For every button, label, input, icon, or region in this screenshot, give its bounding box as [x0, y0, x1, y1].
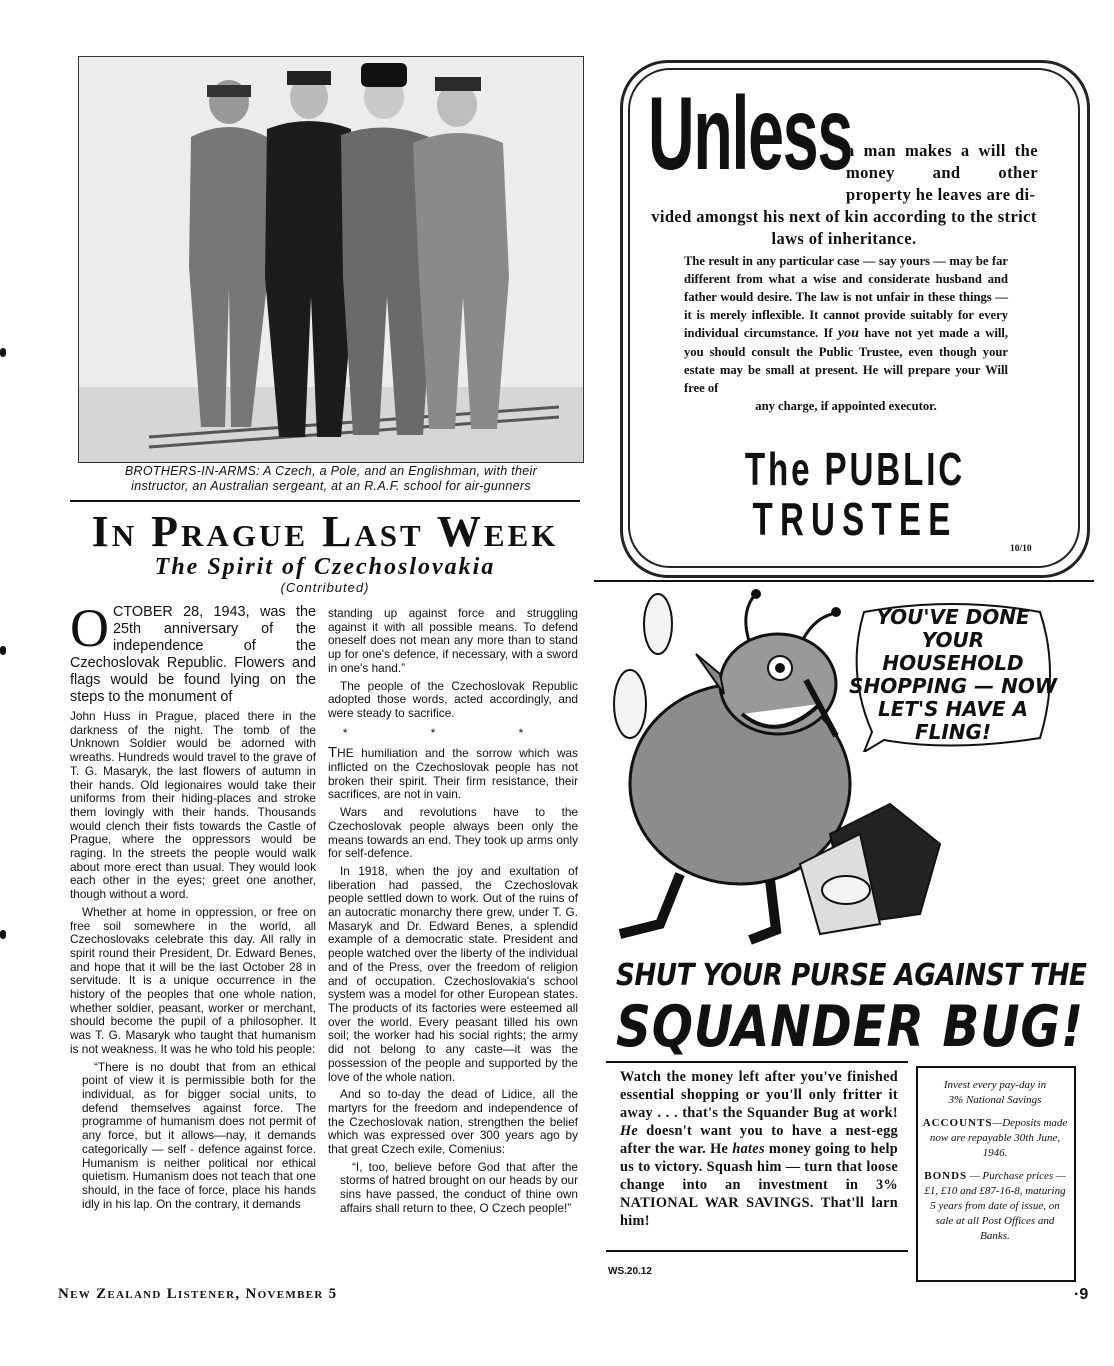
lead-paragraph — [70, 598, 316, 706]
accounts-text: —Deposits made now are repayable 30th June, 1946. — [929, 1117, 1068, 1159]
margin-mark — [0, 348, 6, 357]
ad-body-text: The result in any particular case — say yours — may be far different from what a wise and considerate husband and father would desire. The law is not unfair in these things — it is merely inflexible. It cannot provide suitably for every individual circumstance. If — [684, 254, 1008, 340]
initial-cap: T — [328, 744, 338, 762]
quotation-continued: standing up against force and struggling against it with all possible means. To defend oneself does not mean any more than to stand up for one's defence, if necessary, with a sword in one's hand.” — [328, 606, 578, 675]
divider — [606, 1250, 908, 1252]
article-headline: In Prague Last Week — [91, 507, 559, 556]
savings-line-2: 3% National Savings — [948, 1094, 1042, 1106]
ad-body-text: Watch the money left after you've finished essential shopping or you'll only fritter it away . . . that's the Squander Bug at work! — [620, 1069, 898, 1121]
divider — [594, 580, 1094, 582]
accounts-label: ACCOUNTS — [922, 1117, 993, 1129]
ad-body — [684, 252, 1008, 415]
ad-body-last-line: any charge, if appointed executor. — [755, 399, 937, 413]
publication-footer: New Zealand Listener, November 5 — [58, 1286, 338, 1302]
quotation: “There is no doubt that from an ethical point of view it is permissible both for the individual, as for bigger social units, to defend themselves against force. The programme of humanism does not permit of any force, but it allows—nay, it demands categorically — self - defence against force. Humanism is neither political nor ethical quietism. Humanism does not teach that one should, in the face of force, place his hands idly in his lap. On the contrary, it demands — [82, 1059, 316, 1211]
paragraph: Whether at home in oppression, or free on free soil somewhere in the world, all Czechoslovaks celebrate this day. All rally in spirit round their President, Dr. Edward Benes, and hope that it will be the last October 28 in servitude. It is a unique occurrence in the history of the peoples that one whole nation, whether soldier, peasant, worker or merchant, should become the pupil of a philosopher. It was T. G. Masaryk who taught that humanism is not weakness. It was he who told his people: — [70, 904, 316, 1056]
page-number-value: 9 — [1079, 1286, 1089, 1303]
article-column-2 — [328, 607, 578, 1220]
section-break: * * * — [342, 725, 564, 740]
paragraph: And so to-day the dead of Lidice, all the martyrs for the freedom and independence of the Czechoslovak nation, strengthen the belief which was expressed over 300 years ago by that great Czech exile, Comenius: — [328, 1087, 578, 1157]
lead-text: CTOBER 28, 1943, was the 25th anniversary of the independence of the Czechoslovak Republic. Flowers and flags would be found lying on the steps to the monument of — [70, 604, 316, 705]
ad-body-text: money going to help us to victory. Squash him — turn that loose change into an investment in 3% NATIONAL WAR SAVINGS. That'll larn him! — [620, 1141, 899, 1229]
article-byline: (Contributed) — [280, 580, 370, 595]
ad-code: WS.20.12 — [608, 1266, 652, 1277]
ad-body-emphasis: hates — [732, 1141, 765, 1157]
ad-brand-line-1: The PUBLIC — [744, 443, 966, 495]
drop-cap: O — [70, 598, 109, 658]
ad-body-emphasis: He — [620, 1123, 639, 1139]
ad-lead-right: a man makes a will the money and other property he leaves are di- — [846, 141, 1038, 204]
speech-bubble-text: YOU'VE DONE YOUR HOUSEHOLD SHOPPING — NOW LET'S HAVE A FLING! — [849, 605, 1057, 744]
divider — [606, 1061, 908, 1063]
ad-body-text: doesn't want you to have a nest-egg after the war. He — [620, 1123, 898, 1157]
ad-headline-2: SQUANDER BUG! — [616, 994, 1084, 1060]
quotation: “I, too, believe before God that after the storms of hatred brought on our heads by our sins have passed, the conduct of thine own affairs shall return to thee, O Czech people!” — [340, 1159, 578, 1215]
ad-big-word: Unless — [648, 76, 853, 192]
paragraph: The people of the Czechoslovak Republic adopted those words, acted accordingly, and were steady to sacrifice. — [328, 678, 578, 720]
ad-headline-1: SHUT YOUR PURSE AGAINST THE — [616, 958, 1087, 993]
ad-body — [620, 1068, 898, 1230]
margin-mark — [0, 930, 6, 939]
page-number: ·9 — [1074, 1286, 1089, 1303]
ad-lead-full: vided amongst his next of kin according to the strict laws of inheritance. — [651, 207, 1037, 248]
photo-caption — [78, 464, 584, 494]
paragraph-text: HE humiliation and the sorrow which was inflicted on the Czechoslovak people has not broken their spirit. Their firm resistance, their sacrifices, are not in vain. — [328, 746, 578, 802]
article-subhead: The Spirit of Czechoslovakia — [154, 554, 496, 580]
ad-code: 10/10 — [1010, 544, 1032, 554]
margin-mark — [0, 646, 6, 655]
savings-box-content — [922, 1078, 1068, 1252]
savings-line-1: Invest every pay-day in — [943, 1079, 1047, 1091]
paragraph: John Huss in Prague, placed there in the darkness of the night. The tomb of the Unknown Soldier would be adorned with wreaths. Hundreds would travel to the grave of T. G. Masaryk, the last flowers of autumn in their hands. Old legionaires would take their uniforms from their hiding-places and stroke them lovingly with their hands. Thousands would clench their fists towards the Castle of Prague, where the oppressors would be raging. In the streets the people would walk about more erect than usual. They would look each other in the eyes; greet one another, though without a word. — [70, 709, 316, 902]
paragraph: In 1918, when the joy and exultation of liberation had passed, the Czechoslovak people settled down to work. Out of the ruins of an autocratic monarchy there grew, under T. G. Masaryk and Dr. Edward Benes, a splendid example of a democratic state. President and people watched over the liberty of the individual and of the Press, over the freedom of religion and of occupation. Czechoslovakia's school system was a model for other European states. The products of its factories were esteemed all over the world. Every peasant tilled his own soil; the worker had his social rights; the army did not belong to any caste—it was the possession of the people and supported by the love of the whole nation. — [328, 863, 578, 1084]
divider — [70, 500, 580, 502]
ad-brand-line-2: TRUSTEE — [752, 493, 958, 545]
photo-brothers-in-arms — [78, 56, 584, 463]
paragraph — [328, 746, 578, 802]
airmen-illustration — [79, 57, 583, 462]
paragraph: Wars and revolutions have to the Czechoslovak people always been only the means towards an end. They took up arms only for self-defence. — [328, 805, 578, 861]
ad-body-text: have not yet made a will, you should consult the Public Trustee, even though your estate may be small at present. He will prepare your Will free of — [684, 326, 1008, 395]
bonds-label: BONDS — [924, 1170, 968, 1182]
ad-body-emphasis: you — [837, 326, 859, 341]
caption-line-2: instructor, an Australian sergeant, at an R.A.F. school for air-gunners — [131, 479, 531, 493]
article-column-1 — [70, 598, 316, 1215]
caption-line-1: BROTHERS-IN-ARMS: A Czech, a Pole, and an Englishman, with their — [124, 464, 538, 478]
bonds-text: — Purchase prices — £1, £10 and £87-16-8, maturing 5 years from date of issue, on sale at all Post Offices and Banks. — [924, 1170, 1066, 1242]
